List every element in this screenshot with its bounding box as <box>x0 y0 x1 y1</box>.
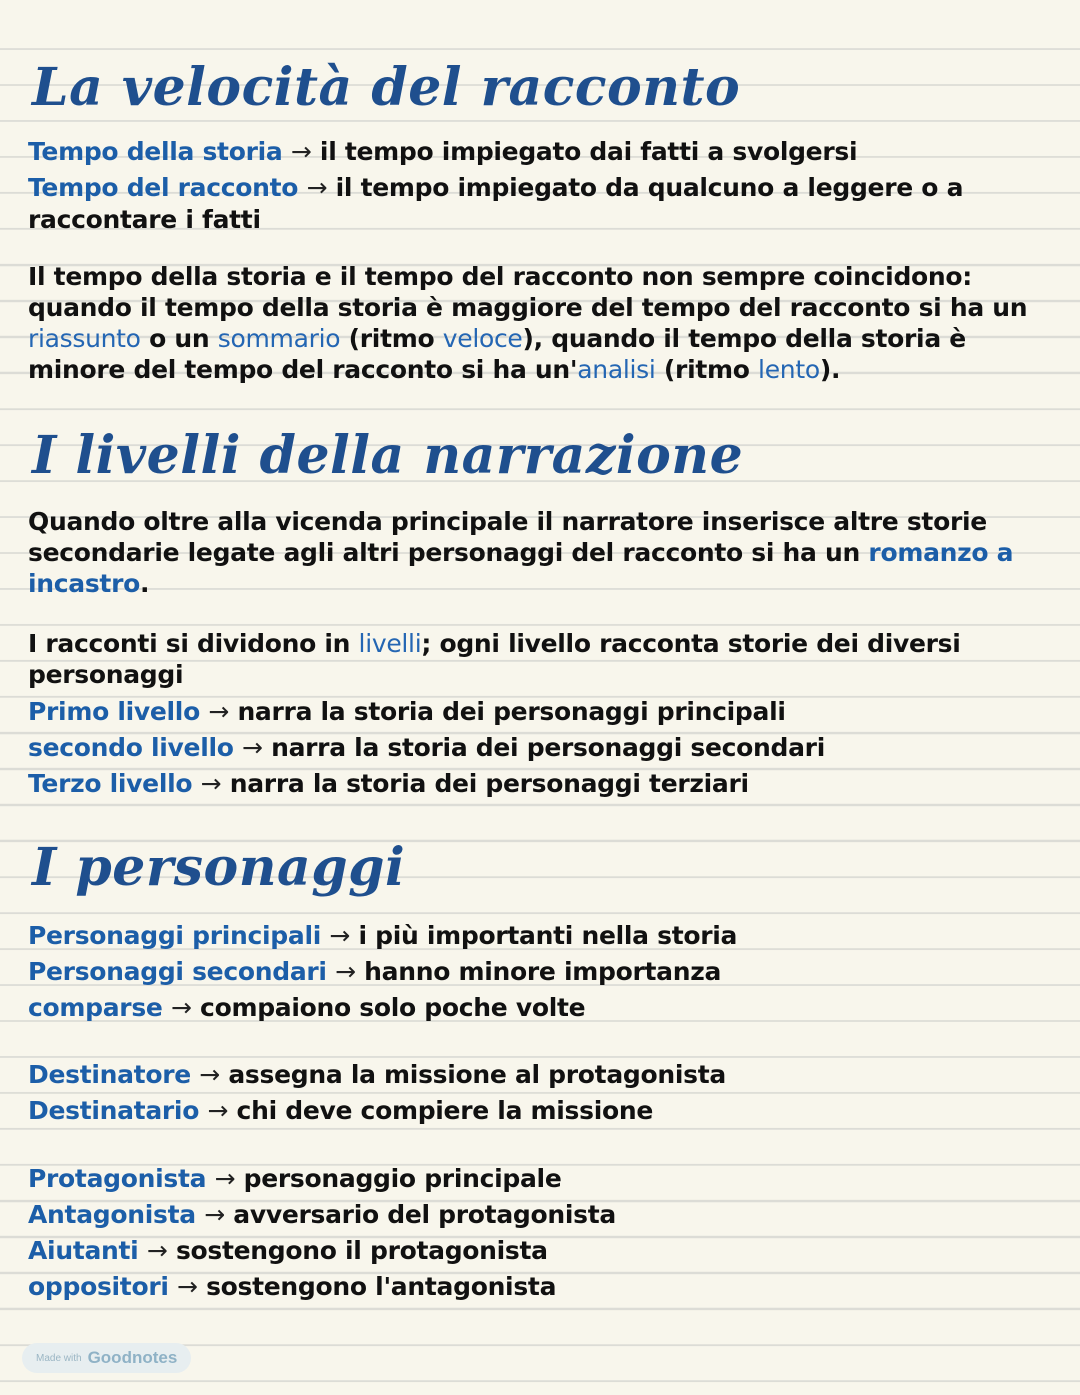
paragraph-text: . <box>140 569 150 598</box>
definition-text: hanno minore importanza <box>364 957 722 986</box>
highlight-term: analisi <box>577 355 656 384</box>
arrow-icon: → <box>208 697 230 726</box>
definition-term: comparse <box>28 993 163 1022</box>
definition-line <box>28 1271 556 1303</box>
paragraph-text: ; ogni livello racconta storie dei diversi personaggi <box>28 629 961 689</box>
definition-line <box>28 1095 653 1127</box>
arrow-icon: → <box>290 137 312 166</box>
definition-term: secondo livello <box>28 733 234 762</box>
definition-text: narra la storia dei personaggi principali <box>237 697 786 726</box>
definition-text: avversario del protagonista <box>233 1200 616 1229</box>
section-title-livelli: I livelli della narrazione <box>32 425 744 486</box>
arrow-icon: → <box>214 1164 236 1193</box>
arrow-icon: → <box>200 769 222 798</box>
definition-term: Protagonista <box>28 1164 207 1193</box>
paragraph-text: I racconti si dividono in <box>28 629 359 658</box>
definition-term: Tempo della storia <box>28 137 283 166</box>
made-with-goodnotes-badge[interactable] <box>22 1343 191 1373</box>
definition-term: Destinatario <box>28 1096 200 1125</box>
arrow-icon: → <box>177 1272 198 1301</box>
highlight-term: riassunto <box>28 324 141 353</box>
definition-term: Personaggi secondari <box>28 957 327 986</box>
paragraph-text: o un <box>140 324 218 353</box>
highlight-term: veloce <box>442 324 523 353</box>
definition-text: i più importanti nella storia <box>358 921 738 950</box>
definition-line <box>28 1199 616 1231</box>
paragraph-text: Il tempo della storia e il tempo del racconto non sempre coincidono: quando il tempo della storia è maggiore del tempo del racconto si ha un <box>28 262 1028 322</box>
definition-text: narra la storia dei personaggi terziari <box>229 769 749 798</box>
highlight-term: lento <box>758 355 820 384</box>
definition-term: Aiutanti <box>28 1236 139 1265</box>
paragraph-text: Quando oltre alla vicenda principale il narratore inserisce altre storie secondarie legate agli altri personaggi del racconto si ha un <box>28 507 987 567</box>
definition-term: Destinatore <box>28 1060 191 1089</box>
definition-line <box>28 768 749 800</box>
definition-line <box>28 992 585 1024</box>
definition-term: Tempo del racconto <box>28 173 299 202</box>
arrow-icon: → <box>335 957 356 986</box>
paragraph-text: (ritmo <box>340 324 443 353</box>
highlight-term: livelli <box>358 629 422 658</box>
definition-line <box>28 172 963 204</box>
highlight-term: sommario <box>217 324 341 353</box>
arrow-icon: → <box>329 921 351 950</box>
definition-term: Personaggi principali <box>28 921 321 950</box>
definition-text: personaggio principale <box>243 1164 562 1193</box>
goodnotes-logo: Goodnotes <box>87 1348 178 1367</box>
definition-text: sostengono l'antagonista <box>206 1272 557 1301</box>
made-with-label: Made with <box>36 1352 82 1364</box>
definition-line <box>28 696 786 728</box>
definition-line <box>28 1235 548 1267</box>
definition-line <box>28 920 737 952</box>
arrow-icon: → <box>207 1096 229 1125</box>
definition-text: sostengono il protagonista <box>175 1236 548 1265</box>
definition-text: il tempo impiegato da qualcuno a leggere o a <box>335 173 964 202</box>
definition-line <box>28 956 721 988</box>
definition-term: Antagonista <box>28 1200 196 1229</box>
definition-term: Primo livello <box>28 697 200 726</box>
section-title-personaggi: I personaggi <box>32 837 406 898</box>
arrow-icon: → <box>146 1236 168 1265</box>
arrow-icon: → <box>204 1200 225 1229</box>
paragraph-text: ). <box>819 355 841 384</box>
definition-text: compaiono solo poche volte <box>200 993 586 1022</box>
definition-term: Terzo livello <box>28 769 193 798</box>
definition-continuation: raccontare i fatti <box>28 205 261 234</box>
arrow-icon: → <box>306 173 328 202</box>
definition-line <box>28 1163 561 1195</box>
arrow-icon: → <box>242 733 263 762</box>
paragraph-text: (ritmo <box>655 355 759 384</box>
arrow-icon: → <box>199 1060 220 1089</box>
section-title-velocita: La velocità del racconto <box>32 57 741 118</box>
paragraph-text: ), quando il tempo della storia è minore del tempo del racconto si ha un' <box>28 324 966 384</box>
definition-text: chi deve compiere la missione <box>236 1096 654 1125</box>
definition-text: assegna la missione al protagonista <box>228 1060 726 1089</box>
definition-text: il tempo impiegato dai fatti a svolgersi <box>319 137 858 166</box>
arrow-icon: → <box>170 993 192 1022</box>
definition-line <box>28 1059 726 1091</box>
definition-line <box>28 136 857 168</box>
definition-text: narra la storia dei personaggi secondari <box>271 733 825 762</box>
highlight-term: romanzo a incastro <box>28 538 1014 598</box>
paragraph-incastro <box>28 506 1028 599</box>
paragraph-livelli <box>28 628 1028 690</box>
definition-line <box>28 732 825 764</box>
definition-term: oppositori <box>28 1272 169 1301</box>
paragraph-tempo <box>28 261 1028 385</box>
